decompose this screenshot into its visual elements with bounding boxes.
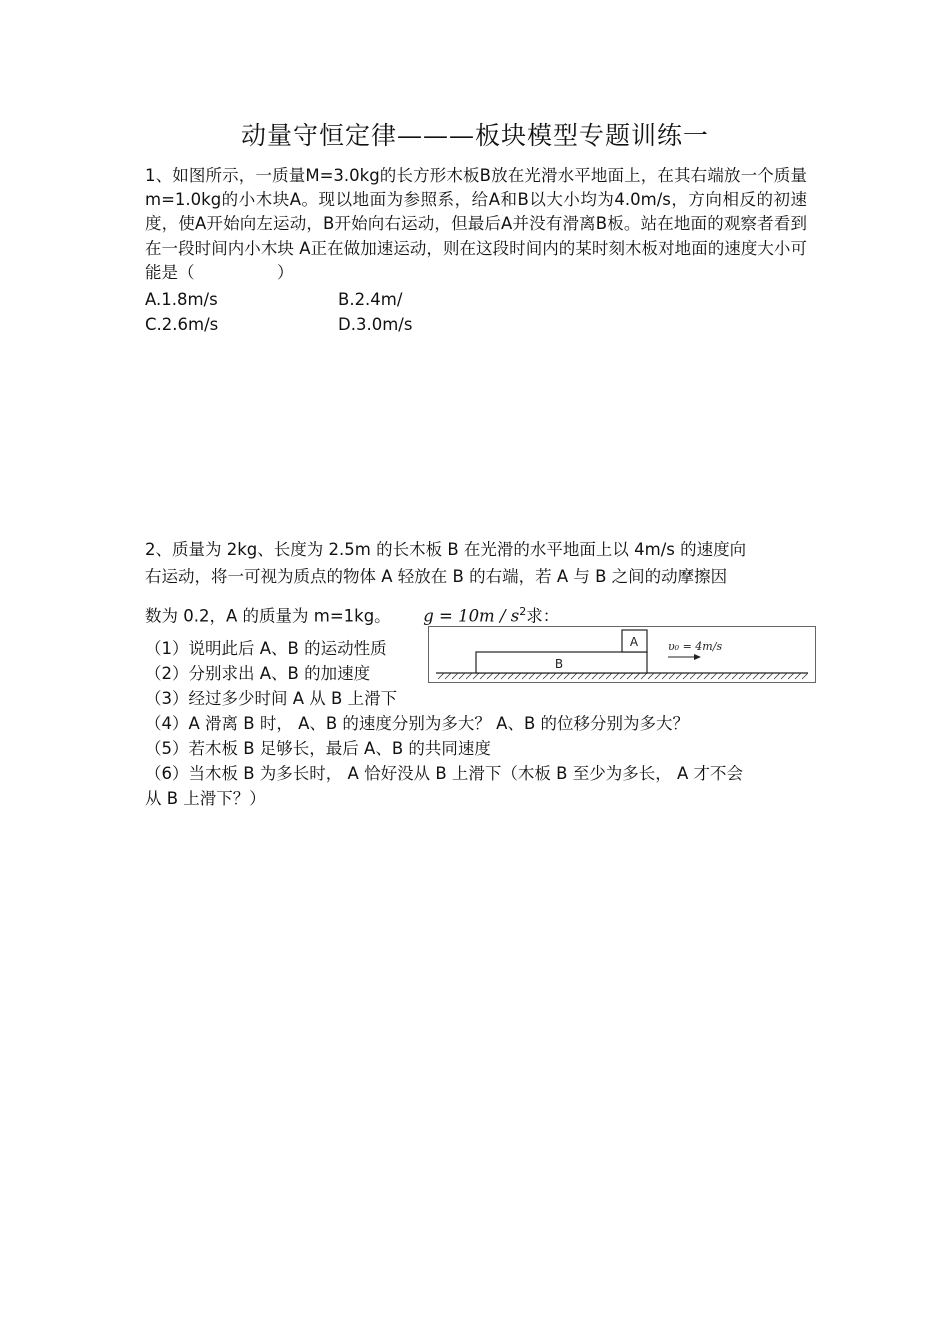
q2-sub-4: （4）A 滑离 B 时， A、B 的速度分别为多大？ A、B 的位移分别为多大？ <box>145 714 690 733</box>
q2-line-1: 2、质量为 2kg、长度为 2.5m 的长木板 B 在光滑的水平地面上以 4m/s 的速度向 <box>145 540 747 559</box>
q1-option-d: D.3.0m/s <box>338 315 413 334</box>
q2-line-3-text: 数为 0.2，A 的质量为 m=1kg。 <box>145 606 391 626</box>
q2-sub-1: （1）说明此后 A、B 的运动性质 <box>145 639 387 658</box>
q2-line-3-suffix: 求： <box>526 606 560 626</box>
question-1-text: 1、如图所示，一质量M=3.0kg的长方形木板B放在光滑水平地面上，在其右端放一个质量m=1.0kg的小木块A。现以地面为参照系，给A和B以大小均为4.0m/s，方向相反的初速度，使A开始向左运动，B开始向右运动，但最后A并没有滑离B板。站在地面的观察者看到在一段时间内小木块 A正在做加速运动，则在这段时间内的某时刻木板对地面的速度大小可能是（ ） <box>145 166 807 282</box>
gravity-formula: g = 10m / s <box>423 606 520 626</box>
gravity-formula-exponent: 2 <box>519 605 527 618</box>
block-a-label: A <box>629 635 639 649</box>
q2-sub-3: （3）经过多少时间 A 从 B 上滑下 <box>145 689 398 708</box>
q2-sub-2: （2）分别求出 A、B 的加速度 <box>145 664 371 683</box>
q1-option-c: C.2.6m/s <box>145 315 219 334</box>
board-block-diagram <box>428 626 816 683</box>
q2-line-2: 右运动，将一可视为质点的物体 A 轻放在 B 的右端，若 A 与 B 之间的动摩擦因 <box>145 567 728 586</box>
q2-sub-6: （6）当木板 B 为多长时， A 恰好没从 B 上滑下（木板 B 至少为多长， A 才不会 <box>145 764 743 783</box>
velocity-label: υ₀ = 4m/s <box>668 640 723 653</box>
q1-option-a: A.1.8m/s <box>145 290 218 309</box>
q2-line-3 <box>145 600 559 629</box>
page-title: 动量守恒定律———板块模型专题训练一 <box>240 121 709 150</box>
q2-sub-7: 从 B 上滑下？） <box>145 789 266 808</box>
q2-sub-5: （5）若木板 B 足够长，最后 A、B 的共同速度 <box>145 739 491 758</box>
board-b-label: B <box>554 657 564 671</box>
q1-option-b: B.2.4m/ <box>338 290 403 309</box>
